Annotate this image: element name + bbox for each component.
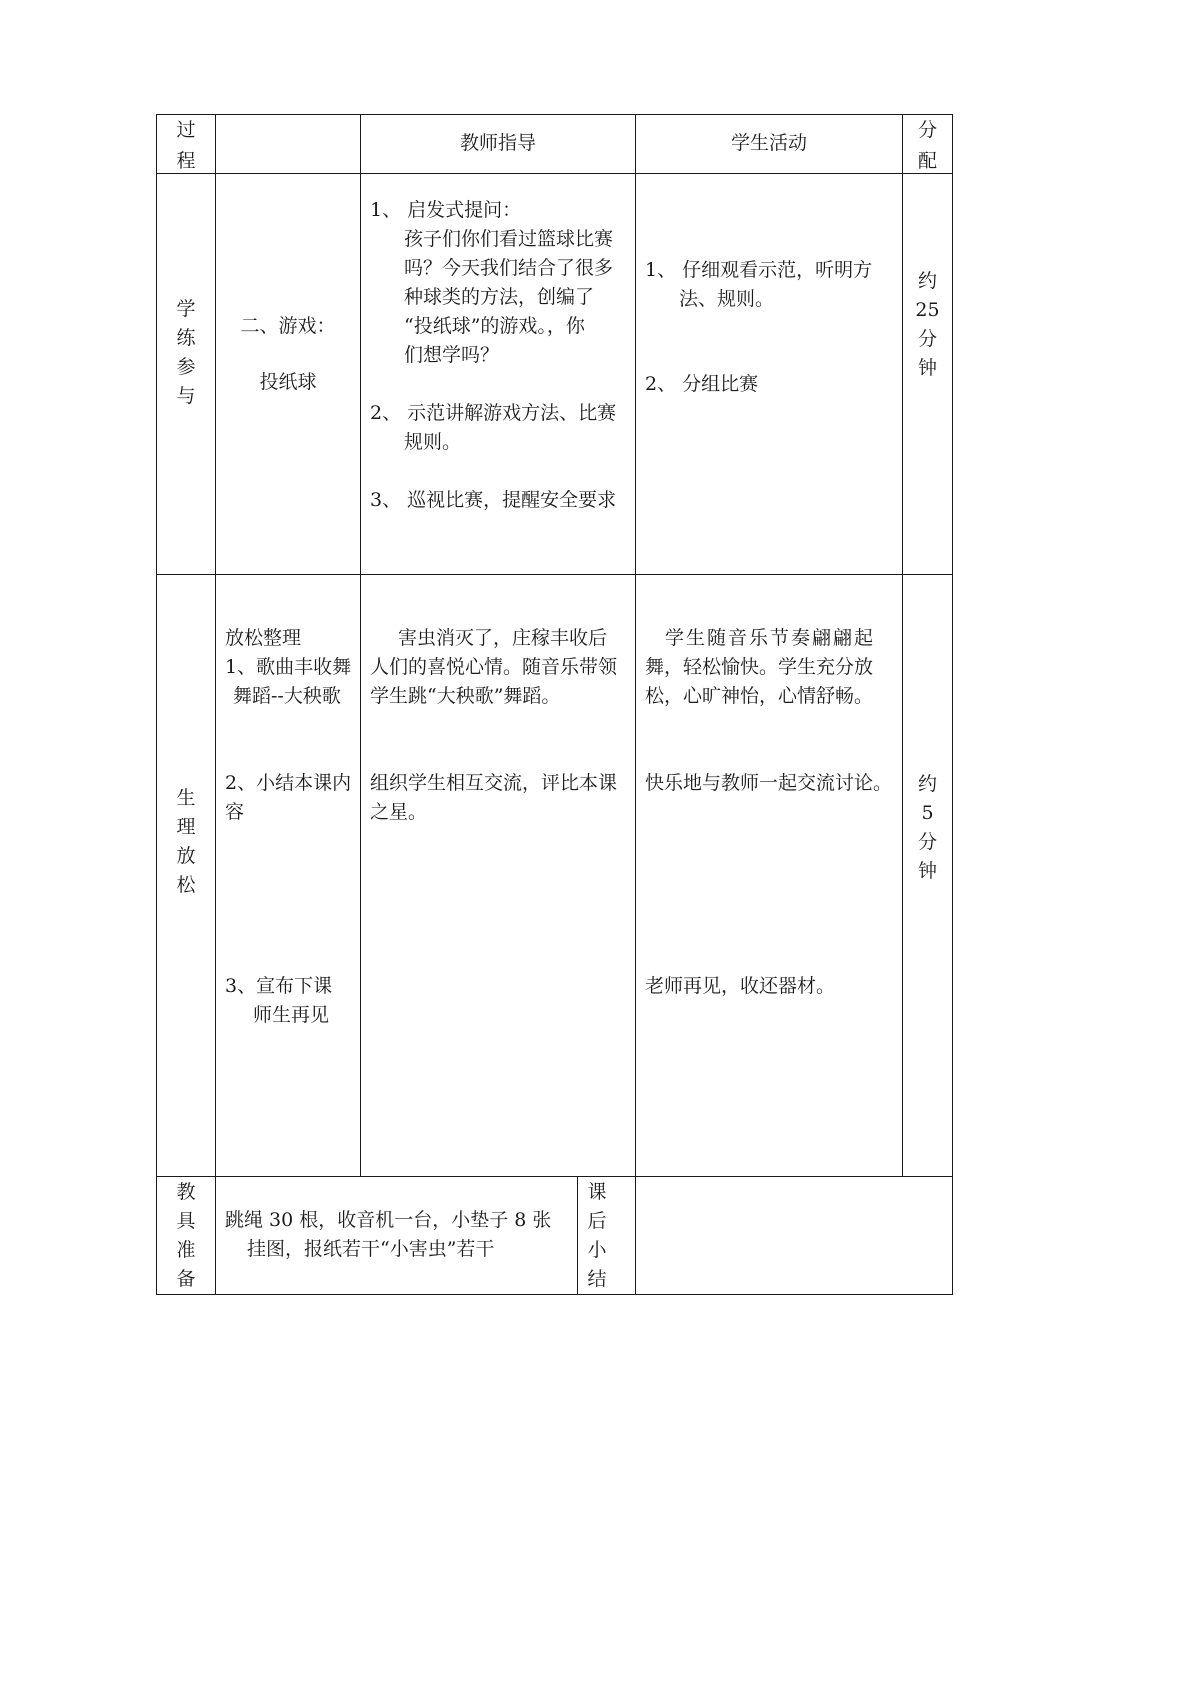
table-border-left	[156, 114, 157, 1295]
section1-teacher: 1、 启发式提问： 孩子们你们看过篮球比赛 吗？今天我们结合了很多 种球类的方法，创编了 “投纸球”的游戏。，你 们想学吗？ 2、 示范讲解游戏方法、比赛 规则。 3、 巡视比赛，提醒安全要求	[370, 199, 617, 511]
table-border-top	[156, 114, 953, 115]
section1-student: 1、 仔细观看示范，听明方 法、规则。 2、 分组比赛	[645, 259, 873, 395]
section2-stage: 生 理 放 松	[176, 787, 196, 896]
table-border-bottom	[156, 1294, 953, 1295]
header-teacher: 教师指导	[459, 132, 536, 154]
row-divider-section1	[156, 574, 953, 575]
header-student: 学生活动	[730, 132, 807, 154]
section1-content: 二、游戏： 投纸球	[240, 315, 336, 393]
col-divider-2	[360, 114, 361, 1177]
section1-stage: 学 练 参 与	[176, 298, 196, 407]
col-divider-3	[635, 114, 636, 1295]
header-time: 分 配	[917, 119, 937, 172]
row-divider-section2	[156, 1176, 953, 1177]
section2-student: 学生随音乐节奏翩翩起 舞，轻松愉快。学生充分放 松，心旷神怡，心情舒畅。 快乐地与教师一起交流讨论。 老师再见，收还器材。	[645, 627, 893, 997]
section2-teacher: 害虫消灭了，庄稼丰收后 人们的喜悦心情。随音乐带领 学生跳“大秧歌”舞蹈。 组织学生相互交流，评比本课 之星。	[370, 627, 618, 823]
summary-label: 课 后 小 结	[587, 1181, 607, 1290]
section1-time: 约 25 分 钟	[915, 270, 940, 379]
col-divider-1	[215, 114, 216, 1295]
equipment-label: 教 具 准 备	[176, 1181, 196, 1290]
header-process: 过 程	[176, 119, 196, 172]
section2-content: 放松整理 1、歌曲丰收舞 舞蹈--大秧歌 2、小结本课内 容 3、宣布下课 师生再见	[225, 627, 352, 1026]
row-divider-header	[156, 173, 953, 174]
section2-time: 约 5 分 钟	[917, 773, 937, 882]
equipment-list: 跳绳 30 根，收音机一台，小垫子 8 张 挂图，报纸若干“小害虫”若干	[225, 1209, 552, 1260]
